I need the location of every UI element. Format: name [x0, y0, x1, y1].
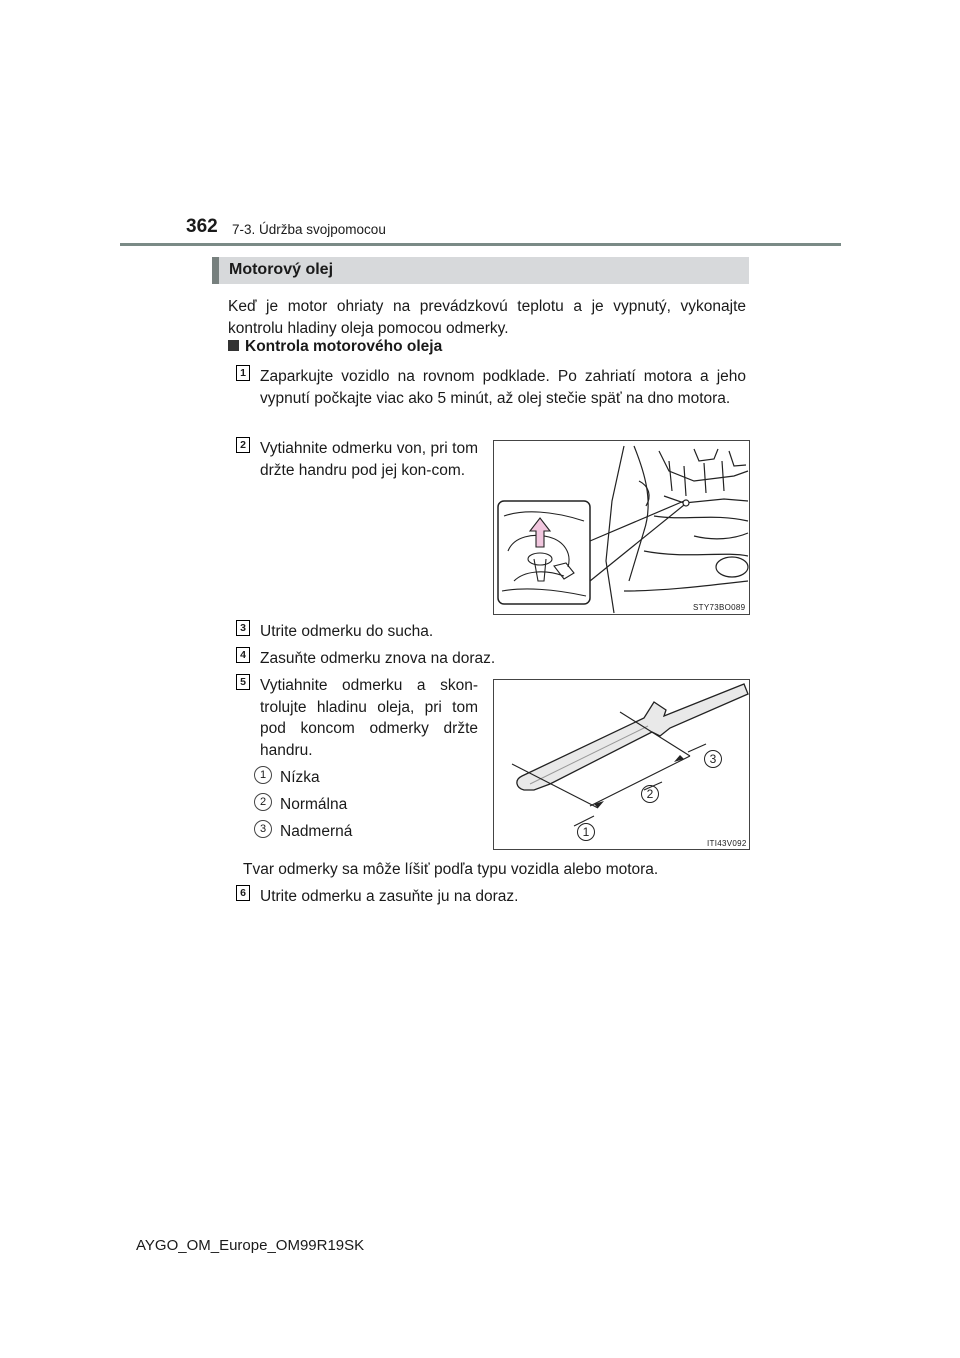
level-number-1: 1 — [254, 766, 272, 784]
step-number-1: 1 — [236, 365, 250, 381]
section-title: Motorový olej — [229, 261, 334, 278]
level-number-2: 2 — [254, 793, 272, 811]
document-footer: AYGO_OM_Europe_OM99R19SK — [136, 1237, 365, 1254]
dipstick-level-figure — [493, 679, 750, 850]
dipstick-figure-code: ITI43V092 — [707, 839, 747, 848]
intro-paragraph: Keď je motor ohriaty na prevádzkovú teplotu a je vypnutý, vykonajte kontrolu hladiny oleja pomocou odmerky. — [228, 298, 746, 337]
page-number: 362 — [186, 216, 218, 237]
level-number-3: 3 — [254, 820, 272, 838]
step-number-2: 2 — [236, 437, 250, 453]
dipstick-callout-3: 3 — [709, 752, 717, 766]
section-reference: 7-3. Údržba svojpomocou — [232, 222, 386, 237]
engine-figure-code: STY73BO089 — [693, 603, 746, 612]
subheading-text: Kontrola motorového oleja — [245, 338, 443, 355]
step-number-3: 3 — [236, 620, 250, 636]
step-2-text: Vytiahnite odmerku von, pri tom držte handru pod jej kon-com. — [260, 440, 478, 479]
dipstick-illustration — [494, 680, 749, 849]
level-label-excessive: Nadmerná — [280, 823, 353, 840]
step-6-text: Utrite odmerku a zasuňte ju na doraz. — [260, 888, 519, 905]
step-4-text: Zasuňte odmerku znova na doraz. — [260, 650, 496, 667]
section-title-bar — [212, 257, 749, 284]
step-number-5: 5 — [236, 674, 250, 690]
step-5-text: Vytiahnite odmerku a skon-trolujte hladinu oleja, pri tom pod koncom odmerky držte handru. — [260, 677, 478, 759]
level-label-normal: Normálna — [280, 796, 348, 813]
step-number-6: 6 — [236, 885, 250, 901]
bullet-square-icon — [228, 340, 239, 351]
header-divider — [120, 243, 841, 246]
dipstick-callout-1: 1 — [582, 825, 590, 839]
dipstick-shape-note: Tvar odmerky sa môže líšiť podľa typu vozidla alebo motora. — [243, 861, 659, 878]
level-label-low: Nízka — [280, 769, 320, 786]
step-number-4: 4 — [236, 647, 250, 663]
subheading — [228, 338, 442, 356]
engine-dipstick-figure — [493, 440, 750, 615]
step-1-text: Zaparkujte vozidlo na rovnom podklade. Po zahriatí motora a jeho vypnutí počkajte viac ako 5 minút, až olej stečie späť na dno motora. — [260, 368, 746, 407]
engine-bay-illustration — [494, 441, 749, 614]
step-3-text: Utrite odmerku do sucha. — [260, 623, 434, 640]
dipstick-callout-2: 2 — [646, 787, 654, 801]
